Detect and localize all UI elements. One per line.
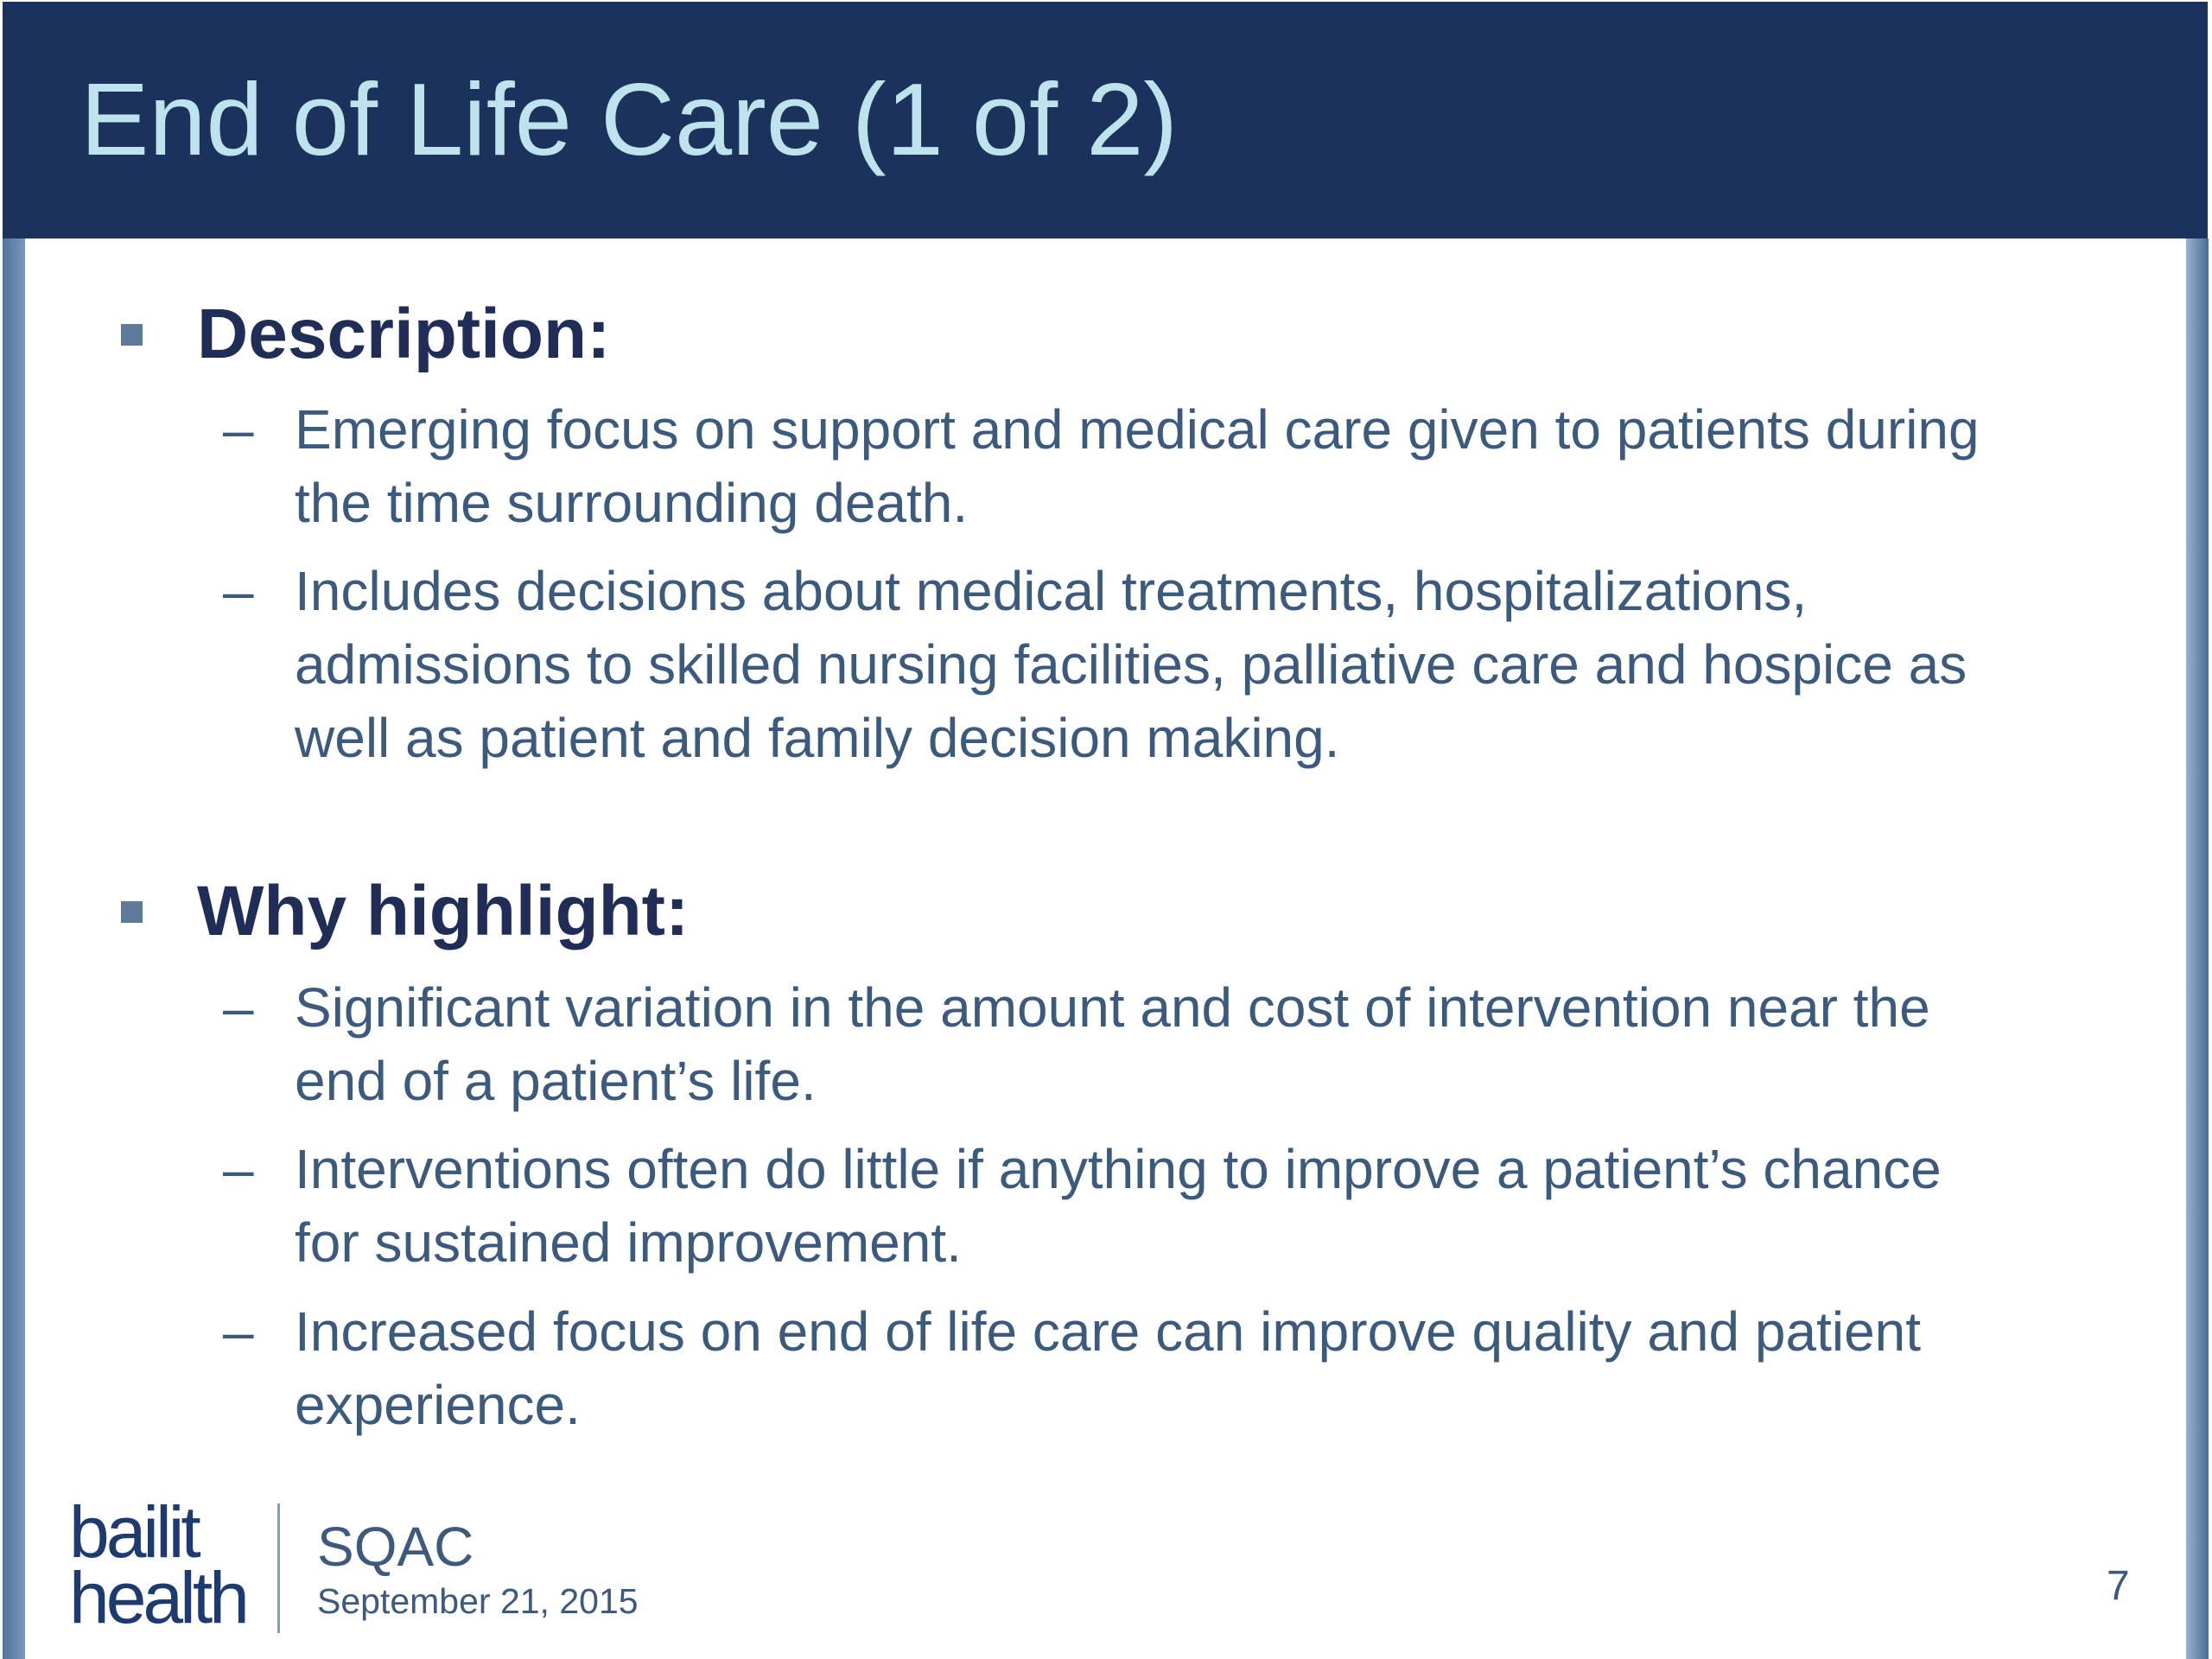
dash-marker: – bbox=[223, 1300, 254, 1363]
footer-date: September 21, 2015 bbox=[317, 1581, 639, 1621]
dash-marker: – bbox=[223, 1138, 254, 1200]
bailit-health-logo bbox=[69, 1491, 246, 1638]
left-edge-accent bbox=[3, 238, 25, 1659]
footer-divider bbox=[277, 1503, 280, 1633]
description-item-2: Includes decisions about medical treatments, hospitalizations, admissions to skilled nursing facilities, palliative care and hospice as well as patient and family decision making. bbox=[295, 560, 1967, 769]
bullet-square-icon bbox=[121, 901, 143, 923]
why-item-2: Interventions often do little if anything to improve a patient’s chance for sustained improvement. bbox=[295, 1138, 1942, 1274]
section-heading-why-highlight: Why highlight: bbox=[197, 872, 690, 950]
why-item-3: Increased focus on end of life care can improve quality and patient experience. bbox=[295, 1300, 1922, 1436]
slide-title: End of Life Care (1 of 2) bbox=[80, 62, 1179, 177]
why-item-1: Significant variation in the amount and cost of intervention near the end of a patient’s life. bbox=[295, 976, 1930, 1112]
dash-marker: – bbox=[223, 976, 254, 1039]
logo-line-1: bailit bbox=[69, 1491, 198, 1573]
logo-line-2: health bbox=[69, 1557, 246, 1638]
right-edge-accent bbox=[2186, 238, 2209, 1659]
footer-title: SQAC bbox=[317, 1516, 474, 1578]
dash-marker: – bbox=[223, 560, 254, 622]
description-item-1: Emerging focus on support and medical care given to patients during the time surrounding death. bbox=[295, 398, 1980, 534]
page-number: 7 bbox=[2107, 1563, 2130, 1609]
title-bar bbox=[3, 2, 2208, 238]
section-heading-description: Description: bbox=[197, 295, 611, 373]
dash-marker: – bbox=[223, 398, 254, 461]
bullet-square-icon bbox=[121, 324, 143, 346]
